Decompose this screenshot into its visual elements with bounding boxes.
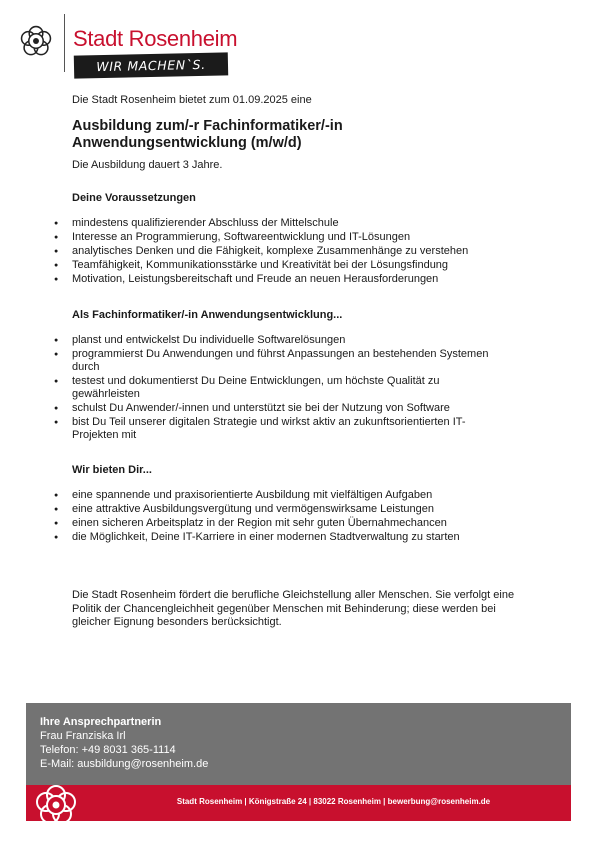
rose-emblem-icon <box>19 24 53 58</box>
offer-item: ● eine spannende und praxisorientierte Ausbildung mit vielfältigen Aufgaben <box>72 489 522 503</box>
task-item: ● programmierst Du Anwendungen und führst Anpassungen an bestehenden Systemen durch <box>72 348 522 375</box>
requirements-list <box>72 217 522 287</box>
requirement-item: ● mindestens qualifizierender Abschluss der Mittelschule <box>72 217 522 231</box>
requirement-item: ● Interesse an Programmierung, Softwareentwicklung und IT-Lösungen <box>72 231 522 245</box>
brand-name: Stadt Rosenheim <box>73 26 238 51</box>
task-item: ● bist Du Teil unserer digitalen Strategie und wirkst aktiv an zukunftsorientierten IT-Projekten mit <box>72 416 522 443</box>
tasks-list <box>72 334 522 443</box>
footer-bar <box>26 785 571 821</box>
requirement-item: ● Motivation, Leistungsbereitschaft und Freude an neuen Herausforderungen <box>72 273 522 287</box>
footer-address: Stadt Rosenheim | Königstraße 24 | 83022 Rosenheim | bewerbung@rosenheim.de <box>176 797 491 806</box>
requirement-item: ● analytisches Denken und die Fähigkeit, komplexe Zusammenhänge zu verstehen <box>72 245 522 259</box>
task-item: ● schulst Du Anwender/-innen und unterstützt sie bei der Nutzung von Software <box>72 402 522 416</box>
tasks-heading: Als Fachinformatiker/-in Anwendungsentwicklung... <box>72 309 343 321</box>
logo-divider <box>64 14 65 72</box>
offer-item: ● eine attraktive Ausbildungsvergütung und vermögenswirksame Leistungen <box>72 503 522 517</box>
task-item: ● planst und entwickelst Du individuelle Softwarelösungen <box>72 334 522 348</box>
contact-box <box>26 703 571 785</box>
offer-item: ● einen sicheren Arbeitsplatz in der Region mit sehr guten Übernahmechancen <box>72 517 522 531</box>
equal-opportunity-statement: Die Stadt Rosenheim fördert die berufliche Gleichstellung aller Menschen. Sie verfolgt eine Politik der Chancengleichheit gegenüber Menschen mit Behinderung; diese werden bei gleicher Eignung besonders berücksichtigt. <box>72 589 515 628</box>
task-item: ● testest und dokumentierst Du Deine Entwicklungen, um höchste Qualität zu gewährleisten <box>72 375 522 402</box>
offer-item: ● die Möglichkeit, Deine IT-Karriere in einer modernen Stadtverwaltung zu starten <box>72 531 522 545</box>
offers-heading: Wir bieten Dir... <box>72 464 152 476</box>
posting-intro: Die Stadt Rosenheim bietet zum 01.09.2025 eine <box>72 94 312 106</box>
brand-slogan: WIR MACHEN`S. <box>74 52 228 78</box>
training-duration: Die Ausbildung dauert 3 Jahre. <box>72 159 223 171</box>
offers-list <box>72 489 522 545</box>
contact-email[interactable]: E-Mail: ausbildung@rosenheim.de <box>40 758 209 770</box>
contact-phone: Telefon: +49 8031 365-1114 <box>40 744 176 756</box>
contact-heading: Ihre Ansprechpartnerin <box>40 716 162 728</box>
contact-name: Frau Franziska Irl <box>40 730 126 742</box>
job-title: Ausbildung zum/-r Fachinformatiker/-in Anwendungsentwicklung (m/w/d) <box>72 118 343 151</box>
job-posting <box>72 94 522 630</box>
requirement-item: ● Teamfähigkeit, Kommunikationsstärke und Kreativität bei der Lösungsfindung <box>72 259 522 273</box>
requirements-heading: Deine Voraussetzungen <box>72 192 196 204</box>
